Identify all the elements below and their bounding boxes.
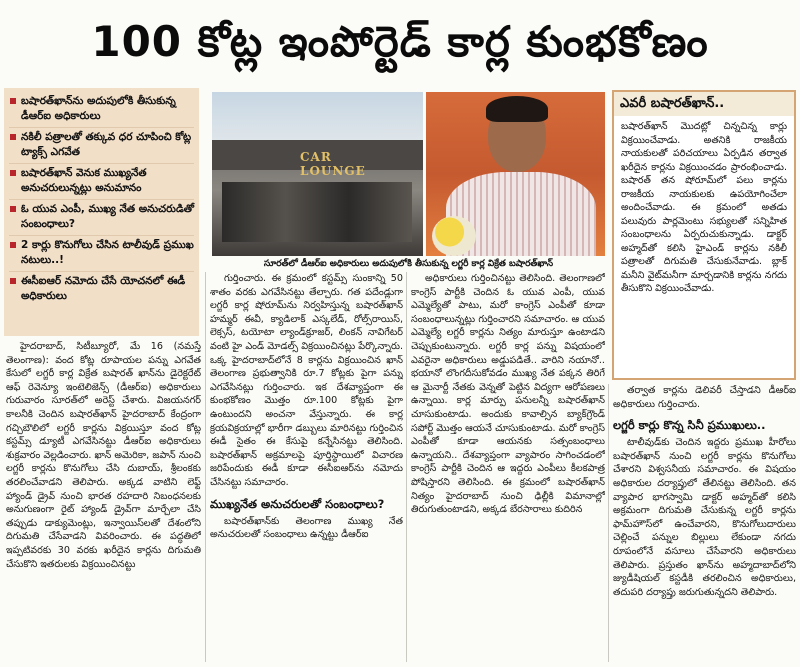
highlight-item: బషారత్‌ఖాన్‌ను అదుపులోకి తీసుకున్న డీఆర్‌ఐ అధికారులు	[9, 92, 194, 128]
column-subhead: ముఖ్యనేత అనుచరులతో సంబంధాలు?	[210, 496, 385, 511]
highlight-item: బషారత్‌ఖాన్ వెనుక ముఖ్యనేత అనుచరులున్నట్లు అనుమానం	[9, 164, 194, 200]
flowers	[432, 216, 476, 256]
sidebar-title: ఎవరీ బషారత్‌ఖాన్..	[614, 92, 794, 116]
store-sign: CAR LOUNGE	[300, 150, 366, 178]
car-lounge-store-photo	[212, 92, 423, 256]
column-text: బషారత్‌ఖాన్‌కు తెలంగాణ ముఖ్య నేత అనుచరులతో సంబంధాలు ఉన్నట్టు డీఆర్‌ఐ	[210, 515, 403, 541]
column-subhead: లగ్జరీ కార్లు కొన్న సినీ ప్రముఖులు..	[613, 418, 766, 433]
article-column-2	[210, 272, 403, 662]
person-hair	[486, 96, 548, 122]
column-text: హైదరాబాద్, సిటీబ్యూరో, మే 16 (నమస్తే తెలంగాణ): వంద కోట్ల రూపాయల పన్ను ఎగవేత కేసులో లగ్జరీ కార్ల విక్రేత బషారత్ ఖాన్‌ను డైరెక్టరేట్ ఆఫ్ రెవెన్యూ ఇంటెలిజెన్స్ (డీఆర్‌ఐ) అధికారులు గురువారం సూరత్‌లో అరెస్ట్ చేశారు. విజయనగర్ కాలనీకి చెందిన బషారత్‌ఖాన్ హైదరాబాద్ కేంద్రంగా గచ్చిబౌలిలో లగ్జరీ కార్లను విక్రయిస్తూ వంద కోట్ల కస్టమ్స్ డ్యూటీ ఎగవేసినట్టు డీఆర్‌ఐ అధికారులు శుక్రవారం వెల్లడించారు. ఖాన్ అమెరికా, జపాన్ నుంచి లగ్జరీ కార్లను కొనుగోలు చేసి దుబాయ్, శ్రీలంకకు తరలించేవాడని తెలిపారు. అక్కడ వాటిని లెఫ్ట్ హ్యాండ్ డ్రైవ్ నుంచి భారత రహదారి నిబంధనలకు అనుగుణంగా రైట్ హ్యాండ్ డ్రైవ్‌గా మార్చేలా చేసి తప్పుడు డాక్యుమెంట్లు, ఇన్వాయిస్‌లతో దేశంలోని దిగుమతి చేసేవాడని వివరించారు. ఈ పద్ధతిలో ఇప్పటివరకు 30 వరకు ఖరీదైన కార్లను దిగుమతి చేసుకొని ఇతరులకు విక్రయించినట్టు	[6, 341, 201, 570]
sidebar-body: బషారత్‌ఖాన్ మొదట్లో చిన్నచిన్న కార్లు విక్రయించేవాడు. అతనికి రాజకీయ నాయకులతో పరిచయాలు ఏర్పడిన తర్వాత ఖరీదైన కార్లను విక్రయించడం ప్రారంభించాడు. బషారత్ తన షోరూమ్‌లో పలు కార్లను రాజకీయ నాయకులకు ఉపయోగించేలా అందించేవాడు. ఈ క్రమంలో అతడు పలువురు పార్లమెంటు సభ్యులతో సన్నిహిత సంబంధాలను ఏర్పరుచుకున్నాడు. డాక్టర్ అహ్మద్‌తో కలిసి హైఎండ్ కార్లను నకిలీ పత్రాలతో దిగుమతి చేసుకునేవాడు. బ్లాక్ మనీని వైట్‌మనీగా మార్చడానికి కార్లను నగదు తీసుకొని విక్రయించేవాడు.	[621, 121, 787, 294]
column-text: టాలీవుడ్‌కు చెందిన ఇద్దరు ప్రముఖ హీరోలు బషారత్‌ఖాన్ నుంచి లగ్జరీ కార్లను కొనుగోలు చేశారని విశ్వసనీయ సమాచారం. ఈ విషయం అధికారుల దర్యాప్తులో తేలినట్టు తెలిసింది. తన వ్యాపార భాగస్వామి డాక్టర్ అహ్మద్‌తో కలిసి అక్రమంగా దిగుమతి చేసుకున్న లగ్జరీ కార్లను ఫామ్‌హౌస్‌లో ఉంచేవారని, కొనుగోలుదారులు చెల్లించే పన్నుల బిల్లులు లేకుండా నగదు రూపంలోనే వసూలు చేసేవారని అధికారులు తెలిపారు. ప్రస్తుతం ఖాన్‌ను అహ్మదాబాద్‌లోని జ్యుడీషియల్ కస్టడీకి తరలించిన అధికారులు, తదుపరి దర్యాప్తు జరుగుతున్నదని తెలిపారు.	[613, 437, 796, 598]
highlight-item: 2 కార్లు కొనుగోలు చేసిన టాలీవుడ్ ప్రముఖ నటులు..!	[9, 236, 194, 272]
photo-group	[212, 92, 605, 269]
column-text: తర్వాత కార్లను డెలివరీ చేస్తాడని డీఆర్‌ఐ అధికారులు గుర్తించారు.	[613, 385, 796, 410]
sidebar-box	[612, 90, 796, 380]
photo-caption: సూరత్‌లో డీఆర్‌ఐ అధికారులు అదుపులోకి తీసుకున్న లగ్జరీ కార్ల విక్రేత బషారత్‌ఖాన్	[263, 259, 554, 269]
highlight-item: నకిలీ పత్రాలతో తక్కువ ధర చూపించి కోట్ల ట్యాక్స్ ఎగవేత	[9, 128, 194, 164]
highlight-item: ఈసీఐఆర్ నమోదు చేసే యోచనలో ఈడీ అధికారులు	[9, 272, 194, 307]
highlights-box	[4, 88, 199, 336]
article-column-1	[6, 340, 201, 662]
column-text: గుర్తించారు. ఈ క్రమంలో కస్టమ్స్ సుంకాన్ని 50 శాతం వరకు ఎగవేసినట్టు తేల్చారు. గత పదేండ్లుగా లగ్జరీ కార్ల షోరూమ్‌ను నిర్వహిస్తున్న బషారత్‌ఖాన్ హమ్మర్ ఈవీ, క్యాడిలాక్ ఎస్కలేడ్, రోల్స్‌రాయిస్, లెక్సస్, టయోటా ల్యాండ్‌క్రూజర్, లింకన్ నావిగేటర్ వంటి హై ఎండ్ మోడల్స్ విక్రయించినట్లు పేర్కొన్నారు. ఒక్క హైదరాబాద్‌లోనే 8 కార్లను విక్రయించిన ఖాన్ తెలంగాణ ప్రభుత్వానికి రూ.7 కోట్లకు పైగా పన్ను ఎగవేసినట్లు గుర్తించారు. ఇక దేశవ్యాప్తంగా ఈ కుంభకోణం మొత్తం రూ.100 కోట్లకు పైగా ఉంటుందని అంచనా వేస్తున్నారు. ఈ కార్ల క్రయవిక్రయాల్లో భారీగా డబ్బులు మారినట్టు గుర్తించిన ఈడీ సైతం ఈ కేసుపై కన్నేసినట్టు తెలిసింది. బషారత్‌ఖాన్ అక్రమాలపై పూర్తిస్థాయిలో విచారణ జరిపేందుకు ఈడీ కూడా ఈసీఐఆర్‌ను నమోదు చేసినట్టు సమాచారం.	[210, 273, 403, 488]
person-photo	[426, 92, 605, 256]
headline: 100 కోట్ల ఇంపోర్టెడ్ కార్ల కుంభకోణం	[91, 17, 709, 66]
column-rule	[205, 272, 206, 662]
column-rule	[406, 272, 407, 662]
article-column-4	[613, 384, 796, 662]
column-text: అధికారులు గుర్తించినట్టు తెలిసింది. తెలంగాణలో కాంగ్రెస్ పార్టీకి చెందిన ఓ యువ ఎంపీ, యువ ఎమ్మెల్యేతో పాటు, మరో కాంగ్రెస్ ఎంపీతో కూడా సంబంధాలున్నట్లు గుర్తించారని సమాచారం. ఆ యువ ఎమ్మెల్యే లగ్జరీ కార్లను నిత్యం మారుస్తూ ఉంటాడని చెప్పుకుంటున్నారు. లగ్జరీ కార్ల పన్ను విషయంలో ఎవరైనా అధికారులు అడ్డుపడితే.. వారిని నయానో.. భయానో లొంగదీసుకోవడం ముఖ్య నేత పక్కన తిరిగే ఆ మైనార్టీ నేతకు వెన్నతో పెట్టిన విద్యగా ఆరోపణలు ఉన్నాయి. కార్ల మార్పు పనులన్నీ బషారత్‌ఖాన్ చూసుకుంటాడు. అందుకు కావాల్సిన బ్యాక్‌గ్రౌండ్ సపోర్ట్ మొత్తం ఆయనే చూసుకుంటాడు. మరో కాంగ్రెస్ ఎంపీతో కూడా ఆయనకు సత్సంబంధాలు ఉన్నాయని.. దేశవ్యాప్తంగా వ్యాపారం సాగించడంలో కాంగ్రెస్ పార్టీకి చెందిన ఆ ఇద్దరు ఎంపీలు కీలకపాత్ర పోషిస్తారని తెలిసింది. ఈ క్రమంలో బషారత్‌ఖాన్ నిత్యం హైదరాబాద్ నుంచి ఢిల్లీకి విమానాల్లో తిరుగుతుంటాడని, అక్కడ బేరసారాలు కుదిరిన	[411, 273, 605, 516]
highlight-item: ఓ యువ ఎంపీ, ముఖ్య నేత అనుచరుడితో సంబంధాలు?	[9, 200, 194, 236]
column-rule	[608, 384, 609, 662]
article-column-3	[411, 272, 605, 662]
store-glass	[222, 182, 412, 242]
